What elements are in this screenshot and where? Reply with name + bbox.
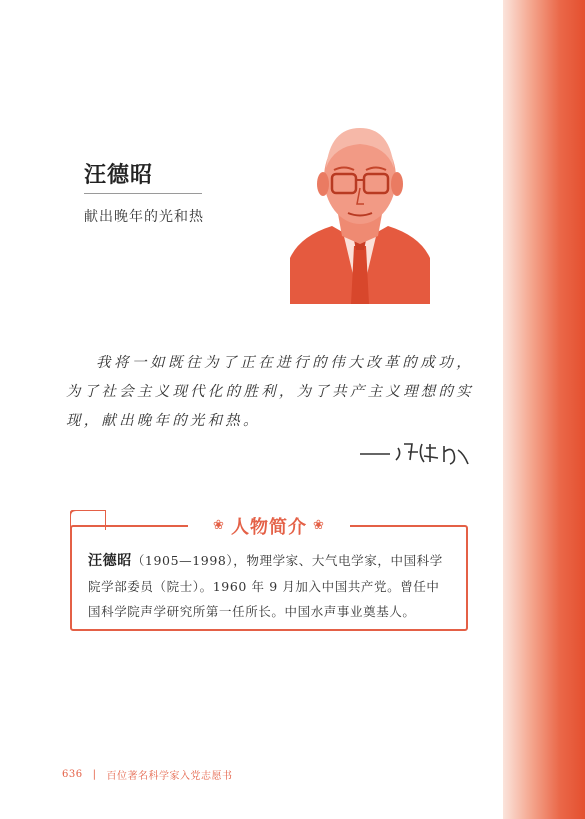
scientist-name: 汪德昭: [84, 163, 154, 188]
page-number: 636: [62, 769, 83, 780]
book-title: 百位著名科学家入党志愿书: [106, 771, 233, 782]
bio-name: 汪德昭: [88, 553, 132, 569]
bio-body: （1905—1998），物理学家、大气电学家，中国科学院学部委员（院士）。1960 年 9 月加入中国共产党。曾任中国科学院声学研究所第一任所长。中国水声事业奠基人。: [88, 553, 443, 619]
handwritten-signature: [360, 438, 470, 468]
page-subtitle: 献出晚年的光和热: [84, 209, 204, 225]
page-footer: [62, 767, 232, 782]
bio-header: [188, 513, 350, 539]
flower-icon: ❀: [313, 518, 324, 533]
oath-quote: 我将一如既往为了正在进行的伟大改革的成功，为了社会主义现代化的胜利，为了共产主义理想的实现，献出晚年的光和热。: [66, 355, 474, 429]
bio-title: 人物简介: [231, 517, 307, 538]
flower-icon: ❀: [213, 518, 224, 533]
decorative-side-band: [503, 0, 585, 819]
portrait-image: [290, 118, 430, 304]
bio-text: [88, 548, 452, 624]
footer-separator: |: [92, 769, 97, 780]
title-divider: [84, 193, 202, 194]
